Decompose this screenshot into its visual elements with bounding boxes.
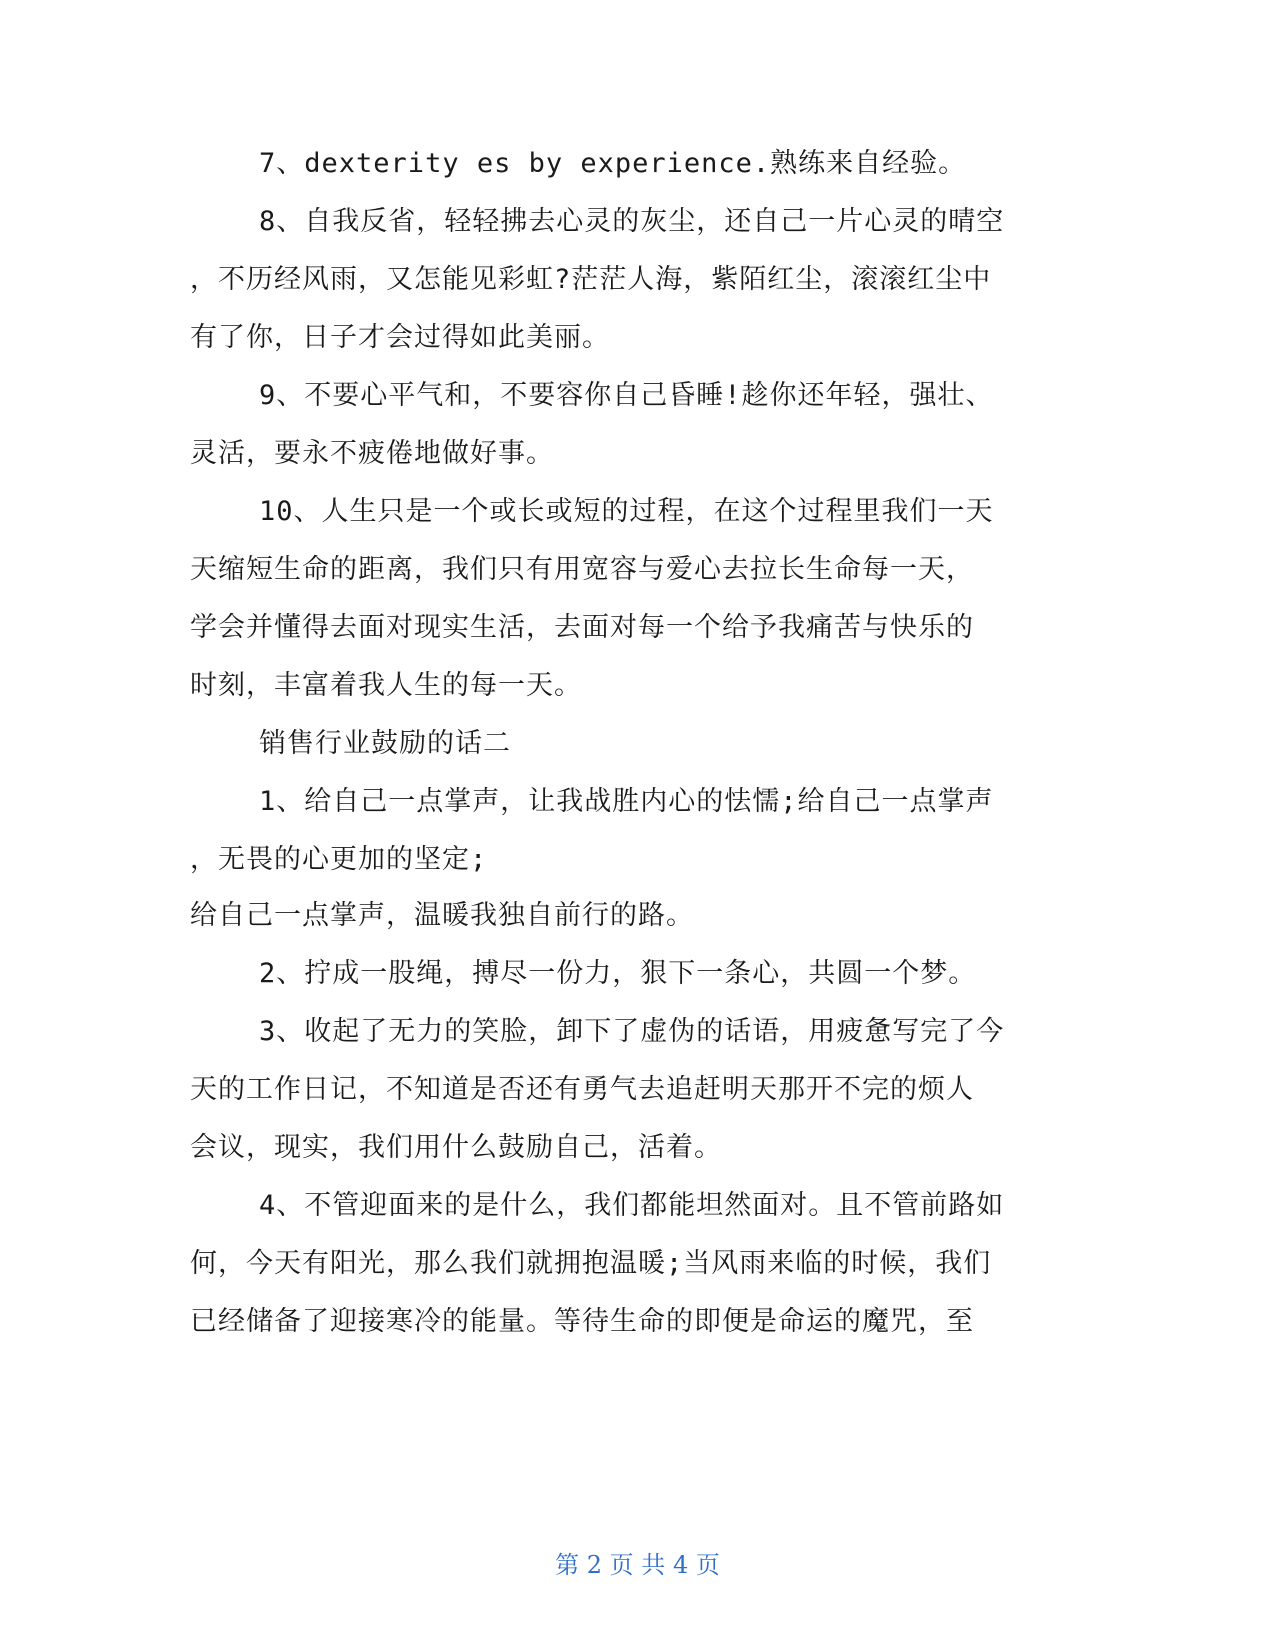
text-line: 8、自我反省，轻轻拂去心灵的灰尘，还自己一片心灵的晴空 (190, 206, 1005, 237)
text-line: ，无畏的心更加的坚定; (190, 844, 488, 875)
text-line: 学会并懂得去面对现实生活，去面对每一个给予我痛苦与快乐的 (190, 612, 974, 643)
text-line: 天的工作日记，不知道是否还有勇气去追赶明天那开不完的烦人 (190, 1074, 974, 1105)
section-heading: 销售行业鼓励的话二 (190, 728, 512, 759)
page-number-footer: 第 2 页 共 4 页 (555, 1551, 720, 1579)
text-line: 4、不管迎面来的是什么，我们都能坦然面对。且不管前路如 (190, 1190, 1005, 1221)
text-line: 2、拧成一股绳，搏尽一份力，狠下一条心，共圆一个梦。 (190, 958, 977, 989)
text-line: 10、人生只是一个或长或短的过程，在这个过程里我们一天 (190, 496, 994, 527)
text-line: 1、给自己一点掌声，让我战胜内心的怯懦;给自己一点掌声 (190, 786, 994, 817)
text-line: 9、不要心平气和，不要容你自己昏睡!趁你还年轻，强壮、 (190, 380, 994, 411)
text-line: 已经储备了迎接寒冷的能量。等待生命的即便是命运的魔咒，至 (190, 1306, 974, 1337)
text-line: 时刻，丰富着我人生的每一天。 (190, 670, 582, 701)
text-line: 会议，现实，我们用什么鼓励自己，活着。 (190, 1132, 722, 1163)
text-line: 7、dexterity es by experience.熟练来自经验。 (190, 148, 967, 179)
text-line: ，不历经风雨，又怎能见彩虹?茫茫人海，紫陌红尘，滚滚红尘中 (190, 264, 992, 295)
text-line: 灵活，要永不疲倦地做好事。 (190, 438, 554, 469)
text-line: 有了你，日子才会过得如此美丽。 (190, 322, 610, 353)
text-line: 给自己一点掌声，温暖我独自前行的路。 (190, 900, 694, 931)
text-line: 何，今天有阳光，那么我们就拥抱温暖;当风雨来临的时候，我们 (190, 1248, 992, 1279)
text-line: 天缩短生命的距离，我们只有用宽容与爱心去拉长生命每一天， (190, 554, 974, 585)
text-line: 3、收起了无力的笑脸，卸下了虚伪的话语，用疲惫写完了今 (190, 1016, 1005, 1047)
